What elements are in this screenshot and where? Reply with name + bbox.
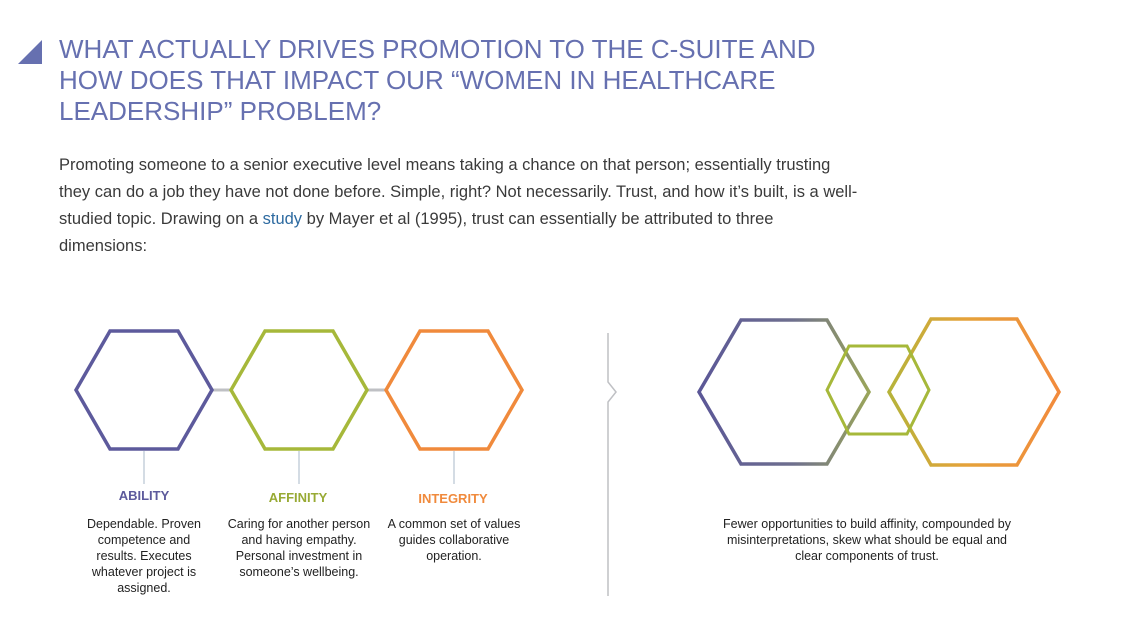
page-title: WHAT ACTUALLY DRIVES PROMOTION TO THE C-SUITE AND HOW DOES THAT IMPACT OUR “WOMEN IN HEALTHCARE LEADERSHIP” PROBLEM? [59,34,816,126]
ability-hexagon [76,331,212,449]
intro-text-start: Promoting someone to a senior executive level means taking a chance on that person; essentially trusting they can do a job they have not done before. Simple, right? Not necessarily. Trust, and how it’s built, is a well-studied topic. Drawing on a [59,156,858,228]
integrity-hexagon [386,331,522,449]
large-left-hexagon [699,320,869,464]
affinity-description: Caring for another person and having empathy. Personal investment in someone’s wellbeing. [227,517,371,579]
right-caption: Fewer opportunities to build affinity, compounded by misinterpretations, skew what should be equal and clear components of trust. [723,517,1011,563]
ability-label: ABILITY [118,488,170,503]
intro-text-end: by Mayer et al (1995), trust can essentially be attributed to three dimensions: [59,210,774,255]
integrity-description: A common set of values guides collaborative operation. [387,517,521,563]
affinity-label: AFFINITY [268,490,328,505]
affinity-hexagon [231,331,367,449]
small-center-hexagon [827,346,929,434]
ability-description: Dependable. Proven competence and results. Executes whatever project is assigned. [87,517,201,595]
section-divider [608,333,616,596]
large-right-hexagon [889,319,1059,465]
integrity-label: INTEGRITY [418,491,488,506]
study-link[interactable]: study [262,210,303,228]
